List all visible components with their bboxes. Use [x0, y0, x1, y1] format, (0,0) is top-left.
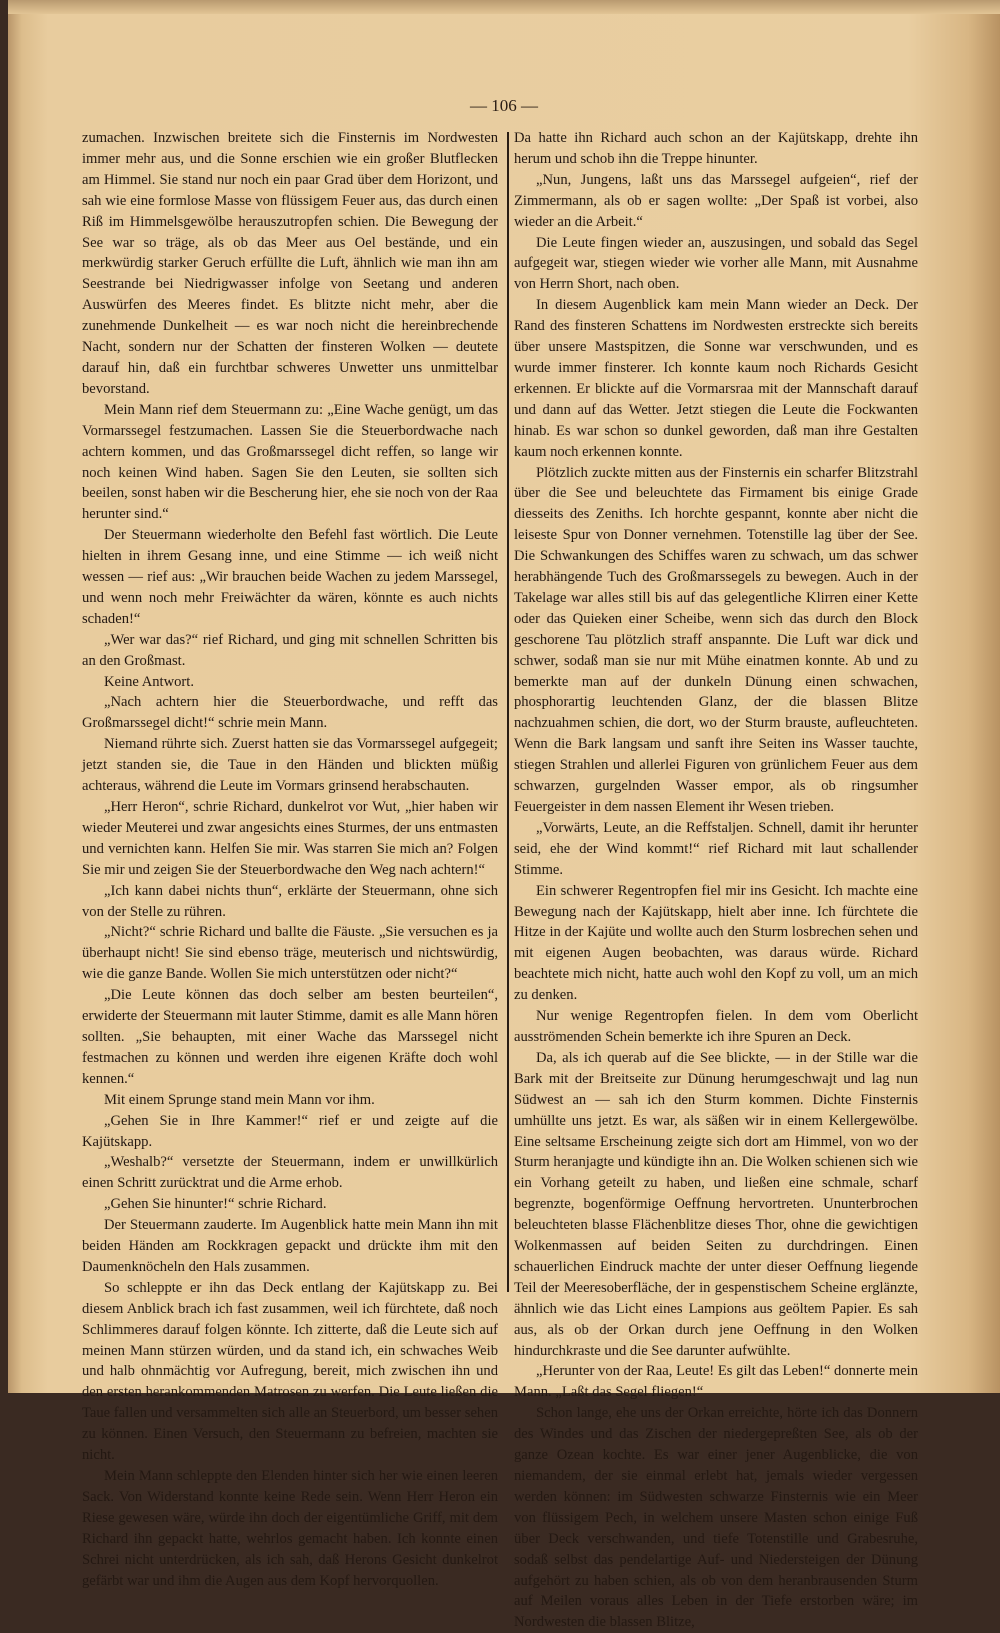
paragraph: „Gehen Sie in Ihre Kammer!“ rief er und zeigte auf die Kajütskapp.: [82, 1112, 498, 1150]
newspaper-page: [8, 0, 1000, 1631]
left-column: [82, 128, 498, 1591]
page-top-edge: [8, 0, 1000, 14]
paragraph: „Wer war das?“ rief Richard, und ging mit schnellen Schritten bis an den Großmast.: [82, 631, 498, 669]
paragraph: „Gehen Sie hinunter!“ schrie Richard.: [104, 1196, 327, 1213]
paragraph: Die Leute fingen wieder an, auszusingen, und sobald das Segel aufgegeit war, stiegen wieder wie vorher alle Mann, mit Ausnahme von Herrn Short, nach oben.: [514, 234, 918, 293]
paragraph: Schon lange, ehe uns der Orkan erreichte, hörte ich das Donnern des Windes und das Zischen der niedergepreßten See, als ob der ganze Ozean kochte. Es war einer jener Augenblicke, die von niemandem, der sie einmal erlebt hat, jemals wieder vergessen werden können: im Südwesten schwarze Finsternis wie ein Meer von flüssigem Pech, in welchem unsere Masten schon einige Fuß über Deck verschwanden, und tiefe Totenstille und Grabesruhe, sodaß selbst das pendelartige Auf- und Niedersteigen der Dünung aufgehört zu haben schien, als ob von dem heranbrausenden Sturm auf Meilen voraus alles Leben in der Tiefe erstorben wäre; im Nordwesten die blassen Blitze,: [514, 1405, 918, 1631]
page-number: — 106 —: [470, 96, 538, 115]
paragraph: „Nun, Jungens, laßt uns das Marssegel aufgeien“, rief der Zimmermann, als ob er sagen wollte: „Der Spaß ist vorbei, also wieder an die Arbeit.“: [514, 171, 918, 230]
paragraph: „Weshalb?“ versetzte der Steuermann, indem er unwillkürlich einen Schritt zurücktrat und die Arme erhob.: [82, 1154, 498, 1192]
paragraph: Mein Mann rief dem Steuermann zu: „Eine Wache genügt, um das Vormarssegel festzumachen. Lassen Sie die Steuerbordwache nach achtern kommen, und das Großmarssegel dicht reffen, so lange wir noch keinen Wind haben. Sagen Sie den Leuten, sie sollten sich beeilen, sonst haben wir die Bescherung hier, ehe sie noch von der Raa herunter sind.“: [82, 401, 498, 523]
paragraph: Ein schwerer Regentropfen fiel mir ins Gesicht. Ich machte eine Bewegung nach der Kajütskapp, hielt aber inne. Ich fürchtete die Hitze in der Kajüte und wollte auch den Sturm losbrechen sehen und mit eigenen Augen beobachten, was daraus würde. Richard beachtete mich nicht, hatte auch wohl den Kopf zu voll, um an mich zu denken.: [514, 882, 918, 1004]
paragraph: Der Steuermann zauderte. Im Augenblick hatte mein Mann ihn mit beiden Händen am Rockkragen gepackt und drückte ihm mit den Daumenknöcheln den Hals zusammen.: [82, 1217, 498, 1275]
paragraph: Der Steuermann wiederholte den Befehl fast wörtlich. Die Leute hielten in ihrem Gesang inne, und eine Stimme — ich weiß nicht wessen — rief aus: „Wir brauchen beide Wachen zu jedem Marssegel, und wenn noch mehr Freiwächter da wären, könnte es auch nichts schaden!“: [82, 527, 498, 627]
paragraph: Keine Antwort.: [104, 673, 194, 690]
paragraph: Niemand rührte sich. Zuerst hatten sie das Vormarssegel aufgegeit; jetzt standen sie, die Taue in den Händen und blickten müßig achteraus, während die Leute im Vormars grinsend herabschauten.: [82, 736, 498, 795]
paragraph: „Nach achtern hier die Steuerbordwache, und refft das Großmarssegel dicht!“ schrie mein Mann.: [82, 694, 498, 732]
paragraph: Mein Mann schleppte den Elenden hinter sich her wie einen leeren Sack. Von Widerstand konnte keine Rede sein. Wenn Herr Heron ein Riese gewesen wäre, würde ihn doch der eigentümliche Griff, mit dem Richard ihn gepackt hatte, wehrlos gemacht haben. Ich konnte einen Schrei nicht unterdrücken, als ich sah, daß Herons Gesicht dunkelrot gefärbt war und ihm die Augen aus dem Kopf hervorquollen.: [82, 1468, 498, 1589]
paragraph: zumachen. Inzwischen breitete sich die Finsternis im Nordwesten immer mehr aus, und die Sonne erschien wie ein großer Blutflecken am Himmel. Sie stand nur noch ein paar Grad über dem Horizont, und sah wie eine formlose Masse von flüssigem Feuer aus, das durch einen Riß im Himmelsgewölbe herauszutropfen schien. Die Bewegung der See war so träge, als ob das Meer aus Oel bestände, und ein merkwürdig starker Geruch erfüllte die Luft, ähnlich wie man ihn am Seestrande bei Niedrigwasser infolge von Seetang und anderen Auswürfen des Meeres findet. Es blitzte nicht mehr, aber die zunehmende Dunkelheit — es war noch nicht die hereinbrechende Nacht, sondern nur der Schatten der finsteren Wolken — deutete darauf hin, daß ein furchtbar schweres Unwetter uns unmittelbar bevorstand.: [82, 130, 498, 397]
paragraph: So schleppte er ihn das Deck entlang der Kajütskapp zu. Bei diesem Anblick brach ich fast zusammen, weil ich fürchtete, daß noch Schlimmeres darauf folgen könnte. Ich zitterte, daß die Leute sich auf meinen Mann stürzen würden, und da stand ich, ein schwaches Weib und halb ohnmächtig vor Aufregung, bereit, mich zwischen ihn und den ersten herankommenden Matrosen zu werfen. Die Leute ließen die Taue fallen und versammelten sich alle an Steuerbord, um besser sehen zu können. Einen Versuch, den Steuermann zu befreien, machten sie nicht.: [82, 1279, 498, 1464]
paragraph: „Die Leute können das doch selber am besten beurteilen“, erwiderte der Steuermann mit lauter Stimme, damit es alle Mann hören sollten. „Sie behaupten, mit einer Wache das Marssegel nicht festmachen zu können und werden ihre eigenen Kräfte doch wohl kennen.“: [82, 987, 498, 1087]
paragraph: „Herunter von der Raa, Leute! Es gilt das Leben!“ donnerte mein Mann. „Laßt das Segel fliegen!“: [514, 1363, 918, 1401]
paragraph: „Herr Heron“, schrie Richard, dunkelrot vor Wut, „hier haben wir wieder Meuterei und zwar angesichts eines Sturmes, der uns entmasten und vernichten kann. Helfen Sie mir. Was starren Sie mich an? Folgen Sie mir und zeigen Sie der Steuerbordwache den Weg nach achtern!“: [82, 799, 498, 878]
right-column: [514, 128, 918, 1633]
paragraph: „Nicht?“ schrie Richard und ballte die Fäuste. „Sie versuchen es ja überhaupt nicht! Sie sind ebenso träge, meuterisch und nichtswürdig, wie die ganze Bande. Wollen Sie mich unterstützen oder nicht?“: [82, 924, 498, 983]
paragraph: „Ich kann dabei nichts thun“, erklärte der Steuermann, ohne sich von der Stelle zu rühren.: [82, 882, 498, 920]
paragraph: Nur wenige Regentropfen fielen. In dem vom Oberlicht ausströmenden Schein bemerkte ich ihre Spuren an Deck.: [514, 1008, 918, 1045]
paragraph: „Vorwärts, Leute, an die Reffstaljen. Schnell, damit ihr herunter seid, ehe der Wind kommt!“ rief Richard mit laut schallender Stimme.: [514, 819, 918, 878]
column-divider: [507, 132, 509, 1292]
paragraph: Da hatte ihn Richard auch schon an der Kajütskapp, drehte ihn herum und schob ihn die Treppe hinunter.: [514, 130, 918, 167]
paragraph: In diesem Augenblick kam mein Mann wieder an Deck. Der Rand des finsteren Schattens im Nordwesten erstreckte sich bereits über unsere Mastspitzen, die Sonne war verschwunden, und es wurde immer finsterer. Ich konnte kaum noch Richards Gesicht erkennen. Er blickte auf die Vormarsraa mit der Mannschaft darauf und dann auf das Wetter. Jetzt stiegen die Leute die Fockwanten hinab. Es war schon so dunkel geworden, daß man ihre Gestalten kaum noch erkennen konnte.: [514, 297, 918, 460]
paragraph: Mit einem Sprunge stand mein Mann vor ihm.: [104, 1091, 375, 1108]
paragraph: Da, als ich querab auf die See blickte, — in der Stille war die Bark mit der Breitseite zur Dünung herumgeschwajt und lag nun Südwest an — sah ich den Sturm kommen. Dichte Finsternis umhüllte uns jetzt. Es war, als säßen wir in einem Kellergewölbe. Eine seltsame Erscheinung zeigte sich dort am Himmel, von wo der Sturm heranjagte und kündigte ihn an. Die Wolken schienen sich wie ein Vorhang geteilt zu haben, und ließen eine schmale, scharf begrenzte, bogenförmige Oeffnung hervortreten. Ununterbrochen beleuchteten blasse Flächenblitze dieses Thor, ohne die gewichtigen Wolkenmassen auf beiden Seiten zu durchdringen. Einen schauerlichen Eindruck machte der unter dieser Oeffnung liegende Teil der Meeresoberfläche, der in gespenstischem Scheine erglänzte, ähnlich wie das Licht eines Lampions aus geöltem Papier. Es sah aus, als ob der Orkan durch jene Oeffnung in den Wolken hindurchkraste und die See darunter aufwühlte.: [514, 1049, 918, 1359]
paragraph: Plötzlich zuckte mitten aus der Finsternis ein scharfer Blitzstrahl über die See und beleuchtete das Firmament bis einige Grade diesseits des Zeniths. Ich horchte gespannt, konnte aber nicht die leiseste Spur von Donner vernehmen. Totenstille lag über der See. Die Schwankungen des Schiffes waren zu schwach, um das schwer herabhängende Tuch des Großmarssegels zu bewegen. Auch in der Takelage war alles still bis auf das gelegentliche Klirren einer Kette oder das Quieken einer Scheibe, wenn sich das durch den Block geschorene Tau plötzlich straff anspannte. Die Luft war dick und schwer, sodaß man sie nur mit Mühe einatmen konnte. Ab und zu bemerkte man auf der dunkeln Dünung einen schwachen, phosphorartig leuchtenden Glanz, der die blassen Blitze nachzuahmen schien, die dort, wo der Sturm brauste, aufleuchteten. Wenn die Bark langsam und sanft ihre Seiten ins Wasser tauchte, stiegen Strahlen und allerlei Figuren von grünlichem Feuer aus dem schwarzen, gurgelnden Wasser empor, als ob ringsumher Feuergeister in dem nassen Element ihr Wesen trieben.: [514, 464, 918, 815]
